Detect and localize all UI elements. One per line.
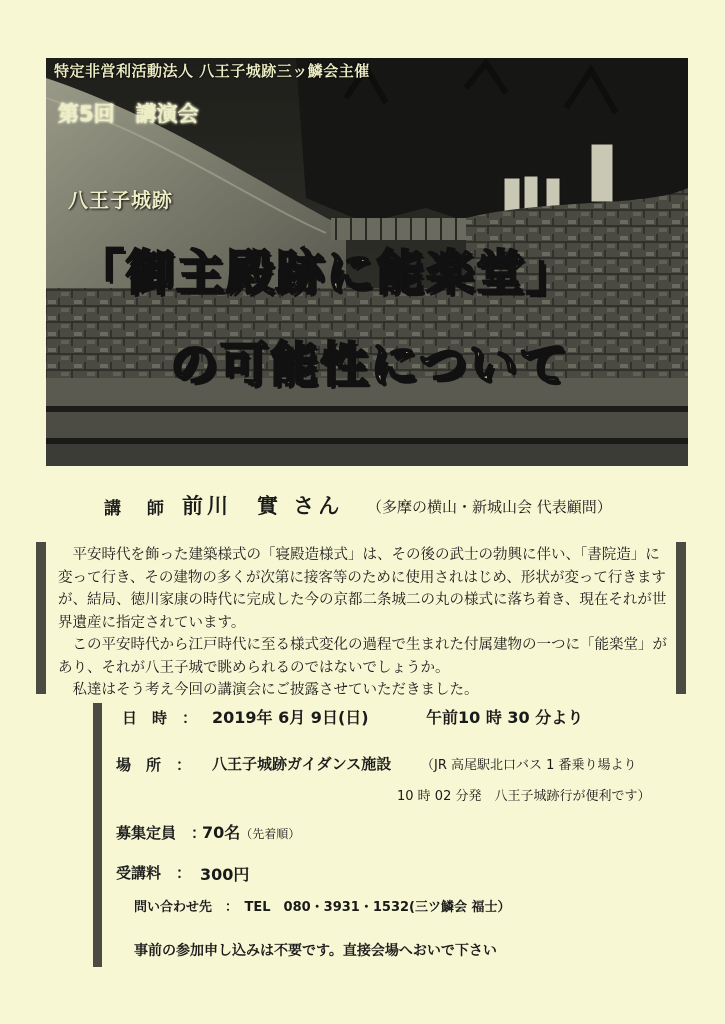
lecturer-name: 前川 實 さん [182,494,344,518]
capacity-note: （先着順） [240,827,301,841]
place-label: 場 所 ： [116,756,192,774]
description-right-bar [676,542,686,694]
capacity-value [202,820,300,843]
organizer-text: 特定非営利活動法人 八王子城跡三ッ鱗会主催 [54,62,370,80]
description-left-bar [36,542,46,694]
description-paragraph: 私達はそう考え今回の講演会にご披露させていただきました。 [58,682,479,698]
access-info-line2: 10 時 02 分発 八王子城跡行が便利です） [397,789,651,804]
access-info-line1: （JR 高尾駅北口バス 1 番乗り場より [421,758,637,773]
fee-value: 300円 [200,865,250,884]
contact-info: 問い合わせ先 ： TEL 080・3931・1532(三ツ鱗会 福士） [134,900,511,915]
lecturer-affiliation: （多摩の横山・新城山会 代表顧問） [367,498,612,516]
time-value: 午前10 時 30 分より [426,708,584,727]
location-subtitle: 八王子城跡 [68,188,173,212]
registration-note: 事前の参加申し込みは不要です。直接会場へおいで下さい [134,943,497,959]
place-value: 八王子城跡ガイダンス施設 [212,755,392,773]
fee-label: 受講料 ： [116,864,192,882]
description-paragraph: 平安時代を飾った建築様式の「寝殿造様式」は、その後の武士の勃興に伴い、「書院造」に変って行き、その建物の多くが次第に接客等のために使用されはじめ、形状が変って行きますが、結局、徳川家康の時代に完成した今の京都二条城二の丸の様式に落ち着き、現在それが世界遺産に指定されています。 [58,547,667,631]
lecturer-label: 講 師 [104,499,174,519]
capacity-number: 70名 [202,823,241,842]
date-label: 日 時 ： [122,709,198,727]
date-value: 2019年 6月 9日(日) [212,708,369,727]
details-left-bar [93,703,102,967]
capacity-label: 募集定員 ： [116,824,207,842]
main-title-line1: 「御主殿跡に能楽堂」 [76,245,577,301]
hero-photo-panel [46,58,688,466]
lecture-series-heading: 第5回 講演会 [58,102,199,126]
description-block [58,544,670,702]
description-paragraph: この平安時代から江戸時代に至る様式変化の過程で生まれた付属建物の一つに「能楽堂」があり、それが八王子城で眺められるのではないでしょうか。 [58,637,667,676]
main-title-line2: の可能性について [170,337,570,393]
lecturer-line [0,490,725,526]
